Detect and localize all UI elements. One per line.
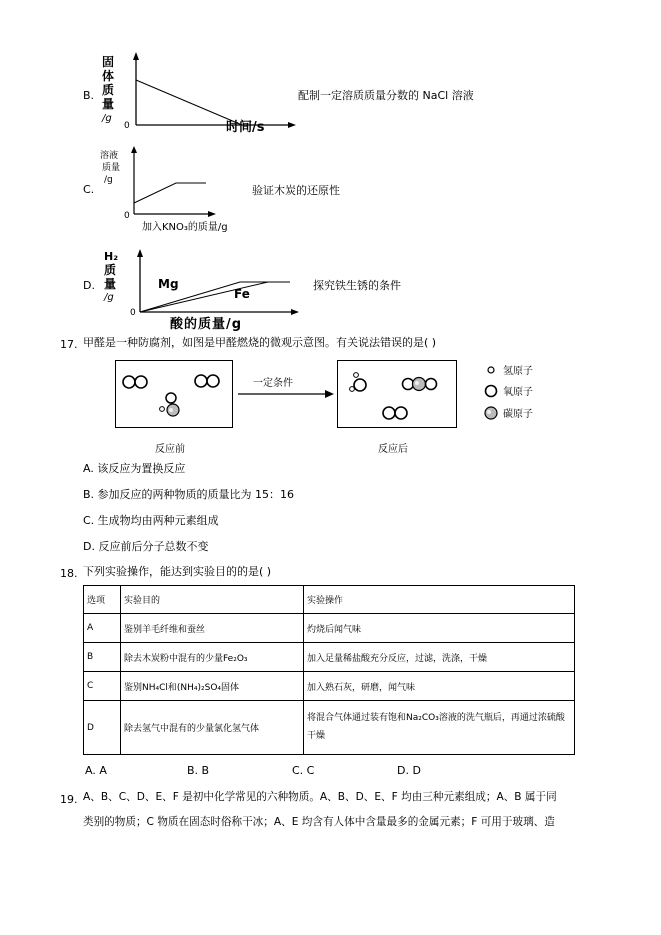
graph-b-y-arrow — [133, 52, 139, 60]
reaction-before-box — [115, 360, 233, 428]
carbon-atom-legend-icon — [485, 407, 497, 419]
formaldehyde-oxygen-atom — [166, 393, 176, 403]
q17-stem: 甲醛是一种防腐剂，如图是甲醛燃烧的微观示意图。有关说法错误的是( ) — [83, 336, 437, 349]
o2-atom — [135, 376, 147, 388]
graph-b-xlabel: 时间/s — [226, 120, 265, 135]
water-hydrogen-atom — [354, 373, 359, 378]
row-purpose: 鉴别羊毛纤维和蚕丝 — [121, 614, 304, 643]
carbon-highlight — [169, 408, 173, 412]
reaction-before-molecules — [116, 361, 232, 427]
table-header-row — [84, 586, 575, 614]
o2-atom — [195, 375, 207, 387]
row-purpose: 除去木炭粉中混有的少量Fe₂O₃ — [121, 643, 304, 672]
co2-oxygen-atom — [403, 379, 414, 390]
graph-d-x-arrow — [291, 309, 299, 315]
q17-option-a: A. 该反应为置换反应 — [83, 462, 186, 475]
graph-d — [100, 248, 302, 316]
q17-number: 17. — [60, 338, 78, 351]
graph-c-xlabel: 加入KNO₃的质量/g — [142, 222, 228, 233]
co2-oxygen-atom — [426, 379, 437, 390]
row-operation: 将混合气体通过装有饱和Na₂CO₃溶液的洗气瓶后，再通过浓硫酸干燥 — [304, 701, 575, 755]
formaldehyde-hydrogen-atom — [160, 407, 165, 412]
graph-c-curve — [134, 183, 206, 203]
graph-d-y-arrow — [137, 249, 143, 257]
graph-c-ylabel-2: 质量 — [102, 163, 121, 173]
graph-c-ylabel-3: /g — [104, 175, 113, 185]
table-row — [84, 643, 575, 672]
legend-oxygen: 氧原子 — [503, 387, 533, 398]
option-c-letter: C. — [83, 183, 95, 196]
header-purpose: 实验目的 — [121, 586, 304, 614]
graph-b-ylabel-5: /g — [102, 113, 112, 124]
row-option: C — [84, 672, 121, 701]
arrow-head — [325, 390, 334, 398]
q19-line-2: 类别的物质；C 物质在固态时俗称干冰；A、E 均含有人体中含量最多的金属元素；F 可用于玻璃、造 — [83, 816, 555, 828]
row-option: B — [84, 643, 121, 672]
o2-atom — [383, 407, 395, 419]
reaction-after-box — [337, 360, 457, 428]
q18-choice-a: A. A — [85, 764, 107, 777]
o2-atom — [207, 375, 219, 387]
q19-line-1: A、B、C、D、E、F 是初中化学常见的六种物质。A、B、D、E、F 均由三种元素组成；A、B 属于同 — [83, 791, 557, 803]
row-option: A — [84, 614, 121, 643]
reaction-after-molecules — [338, 361, 456, 427]
row-purpose: 鉴别NH₄Cl和(NH₄)₂SO₄固体 — [121, 672, 304, 701]
graph-d-caption: 探究铁生锈的条件 — [313, 279, 401, 292]
arrow-label: 一定条件 — [253, 378, 293, 389]
experiment-table — [83, 585, 575, 755]
row-purpose: 除去氢气中混有的少量氯化氢气体 — [121, 701, 304, 755]
graph-d-label-fe: Fe — [234, 287, 250, 301]
hydrogen-atom-legend-icon — [488, 367, 494, 373]
carbon-highlight — [415, 381, 419, 385]
graph-d-ylabel-3: 量 — [104, 277, 117, 291]
graph-b-x-arrow — [288, 122, 296, 128]
graph-d-ylabel-2: 质 — [104, 263, 117, 277]
table-row — [84, 672, 575, 701]
q17-option-c: C. 生成物均由两种元素组成 — [83, 514, 219, 527]
water-oxygen-atom — [354, 379, 366, 391]
q18-choice-c: C. C — [292, 764, 315, 777]
graph-c-caption: 验证木炭的还原性 — [252, 184, 340, 197]
water-hydrogen-atom — [350, 387, 355, 392]
table-row — [84, 614, 575, 643]
oxygen-atom-legend-icon — [486, 386, 497, 397]
o2-atom — [123, 376, 135, 388]
graph-c-ylabel-1: 溶液 — [100, 151, 119, 161]
q17-option-b: B. 参加反应的两种物质的质量比为 15：16 — [83, 488, 295, 501]
graph-c-y-arrow — [131, 146, 137, 153]
o2-atom — [395, 407, 407, 419]
graph-b-ylabel-2: 体 — [102, 69, 115, 83]
co2-carbon-atom — [413, 378, 426, 391]
q18-choice-b: B. B — [187, 764, 210, 777]
graph-b-ylabel-1: 固 — [102, 55, 115, 69]
after-label: 反应后 — [378, 444, 408, 455]
graph-b-caption: 配制一定溶质质量分数的 NaCl 溶液 — [298, 89, 474, 102]
q19-number: 19. — [60, 793, 78, 806]
graph-d-label-mg: Mg — [158, 277, 179, 291]
q17-option-d: D. 反应前后分子总数不变 — [83, 540, 209, 553]
graph-d-ylabel-1: H₂ — [104, 250, 119, 263]
graph-c-origin: 0 — [124, 211, 130, 218]
header-option: 选项 — [84, 586, 121, 614]
graph-d-origin: 0 — [130, 308, 136, 316]
atom-legend — [483, 362, 563, 424]
before-label: 反应前 — [155, 444, 185, 455]
reaction-arrow — [236, 374, 336, 398]
graph-b-origin: 0 — [124, 121, 130, 131]
table-row — [84, 701, 575, 755]
graph-b — [100, 52, 300, 134]
option-b-letter: B. — [83, 89, 95, 102]
graph-b-ylabel-4: 量 — [102, 97, 115, 111]
graph-b-ylabel-3: 质 — [102, 83, 115, 97]
q18-choice-d: D. D — [397, 764, 421, 777]
row-option: D — [84, 701, 121, 755]
option-d-letter: D. — [83, 279, 95, 292]
graph-c-x-arrow — [208, 211, 216, 217]
row-operation: 加入足量稀盐酸充分反应，过滤，洗涤，干燥 — [304, 643, 575, 672]
legend-hydrogen: 氢原子 — [503, 366, 533, 377]
row-operation: 灼烧后闻气味 — [304, 614, 575, 643]
graph-d-xlabel: 酸的质量/g — [170, 317, 243, 332]
legend-carbon: 碳原子 — [503, 409, 533, 420]
row-operation: 加入熟石灰，研磨，闻气味 — [304, 672, 575, 701]
q18-number: 18. — [60, 567, 78, 580]
graph-d-ylabel-4: /g — [104, 292, 114, 303]
header-operation: 实验操作 — [304, 586, 575, 614]
q18-stem: 下列实验操作，能达到实验目的的是( ) — [83, 565, 272, 578]
graph-c — [100, 143, 220, 218]
